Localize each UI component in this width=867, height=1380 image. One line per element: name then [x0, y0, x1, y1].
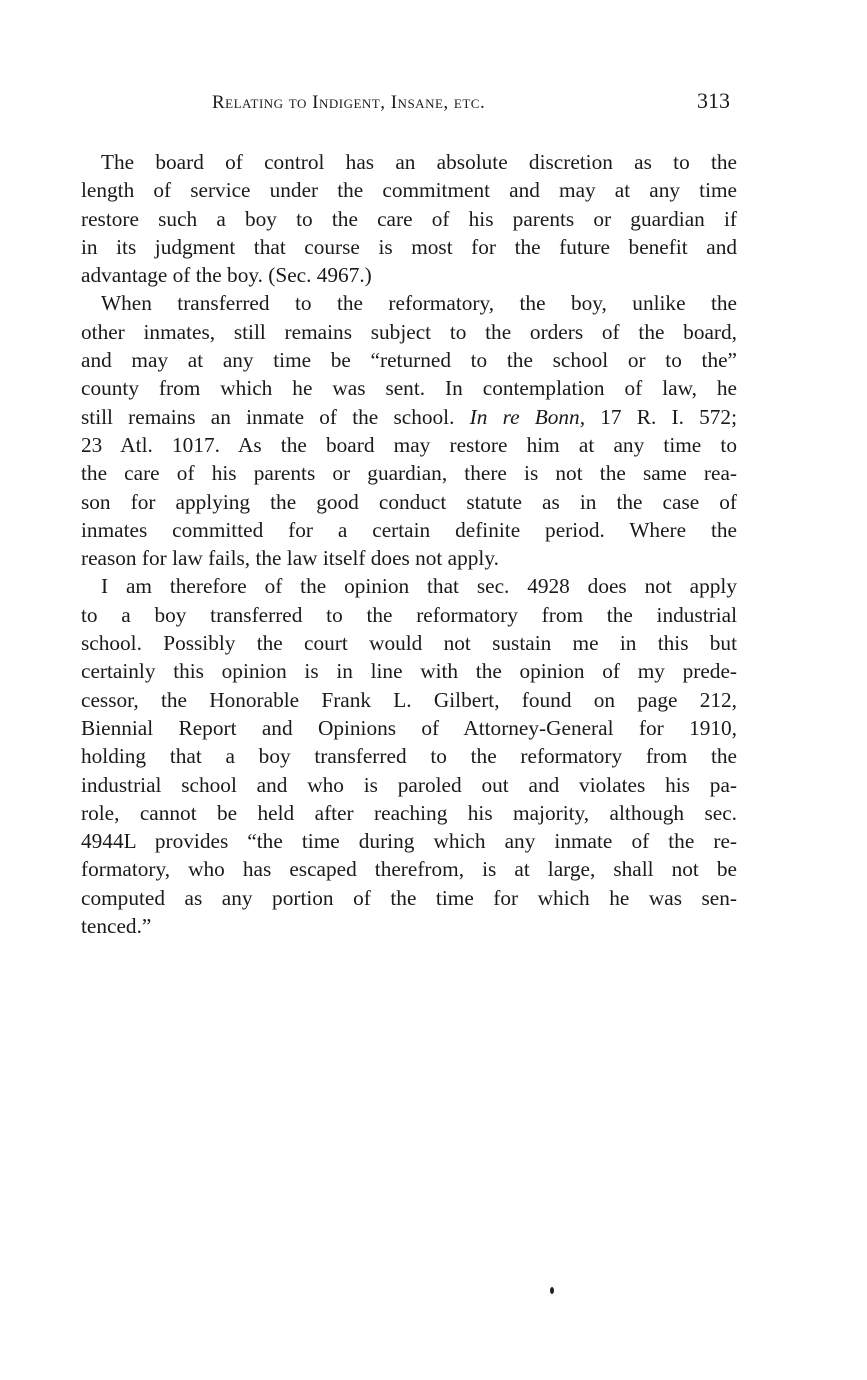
case-citation-italic: In re Bonn,	[469, 404, 586, 429]
text-line-with-citation	[81, 403, 737, 431]
text-line: computed as any portion of the time for which he was sen-	[81, 885, 737, 910]
running-head: Relating to Indigent, Insane, etc.	[212, 92, 486, 113]
text-line: in its judgment that course is most for the future benefit and	[81, 234, 737, 259]
text-line: other inmates, still remains subject to the orders of the board,	[81, 319, 737, 344]
text-line: restore such a boy to the care of his parents or guardian if	[81, 206, 737, 231]
paragraph-3	[81, 572, 737, 940]
text-line: to a boy transferred to the reformatory from the industrial	[81, 602, 737, 627]
text-line: 4944L provides “the time during which any inmate of the re-	[81, 829, 737, 854]
text-line: county from which he was sent. In contemplation of law, he	[81, 376, 737, 401]
text-line: length of service under the commitment and may at any time	[81, 178, 737, 203]
text-line: I am therefore of the opinion that sec. 4928 does not apply	[101, 574, 737, 599]
text-line: and may at any time be “returned to the school or to the”	[81, 348, 737, 373]
text-line: holding that a boy transferred to the reformatory from the	[81, 744, 737, 769]
text-line: When transferred to the reformatory, the boy, unlike the	[101, 291, 737, 316]
case-citation: 17 R. I. 572;	[585, 404, 737, 429]
ink-speck	[550, 1287, 554, 1294]
text-line: certainly this opinion is in line with the opinion of my prede-	[81, 659, 737, 684]
text-line: tenced.”	[81, 914, 152, 939]
text-line: cessor, the Honorable Frank L. Gilbert, found on page 212,	[81, 687, 737, 712]
text-line: 23 Atl. 1017. As the board may restore him at any time to	[81, 432, 737, 457]
text-line: school. Possibly the court would not sustain me in this but	[81, 631, 737, 656]
text-line: formatory, who has escaped therefrom, is at large, shall not be	[81, 857, 737, 882]
paragraph-2	[81, 289, 737, 572]
text-line: reason for law fails, the law itself does not apply.	[81, 546, 499, 571]
text-line: inmates committed for a certain definite period. Where the	[81, 517, 737, 542]
text-line: industrial school and who is paroled out and violates his pa-	[81, 772, 737, 797]
text-line: son for applying the good conduct statute as in the case of	[81, 489, 737, 514]
page-number: 313	[697, 88, 730, 113]
text-line-start: still remains an inmate of the school.	[81, 404, 455, 429]
body-text	[81, 148, 737, 940]
text-line: the care of his parents or guardian, there is not the same rea-	[81, 461, 737, 486]
text-line: role, cannot be held after reaching his majority, although sec.	[81, 800, 737, 825]
paragraph-1	[81, 148, 737, 289]
text-line: advantage of the boy. (Sec. 4967.)	[81, 263, 372, 288]
text-line: Biennial Report and Opinions of Attorney-General for 1910,	[81, 715, 737, 740]
text-line: The board of control has an absolute discretion as to the	[101, 150, 737, 174]
